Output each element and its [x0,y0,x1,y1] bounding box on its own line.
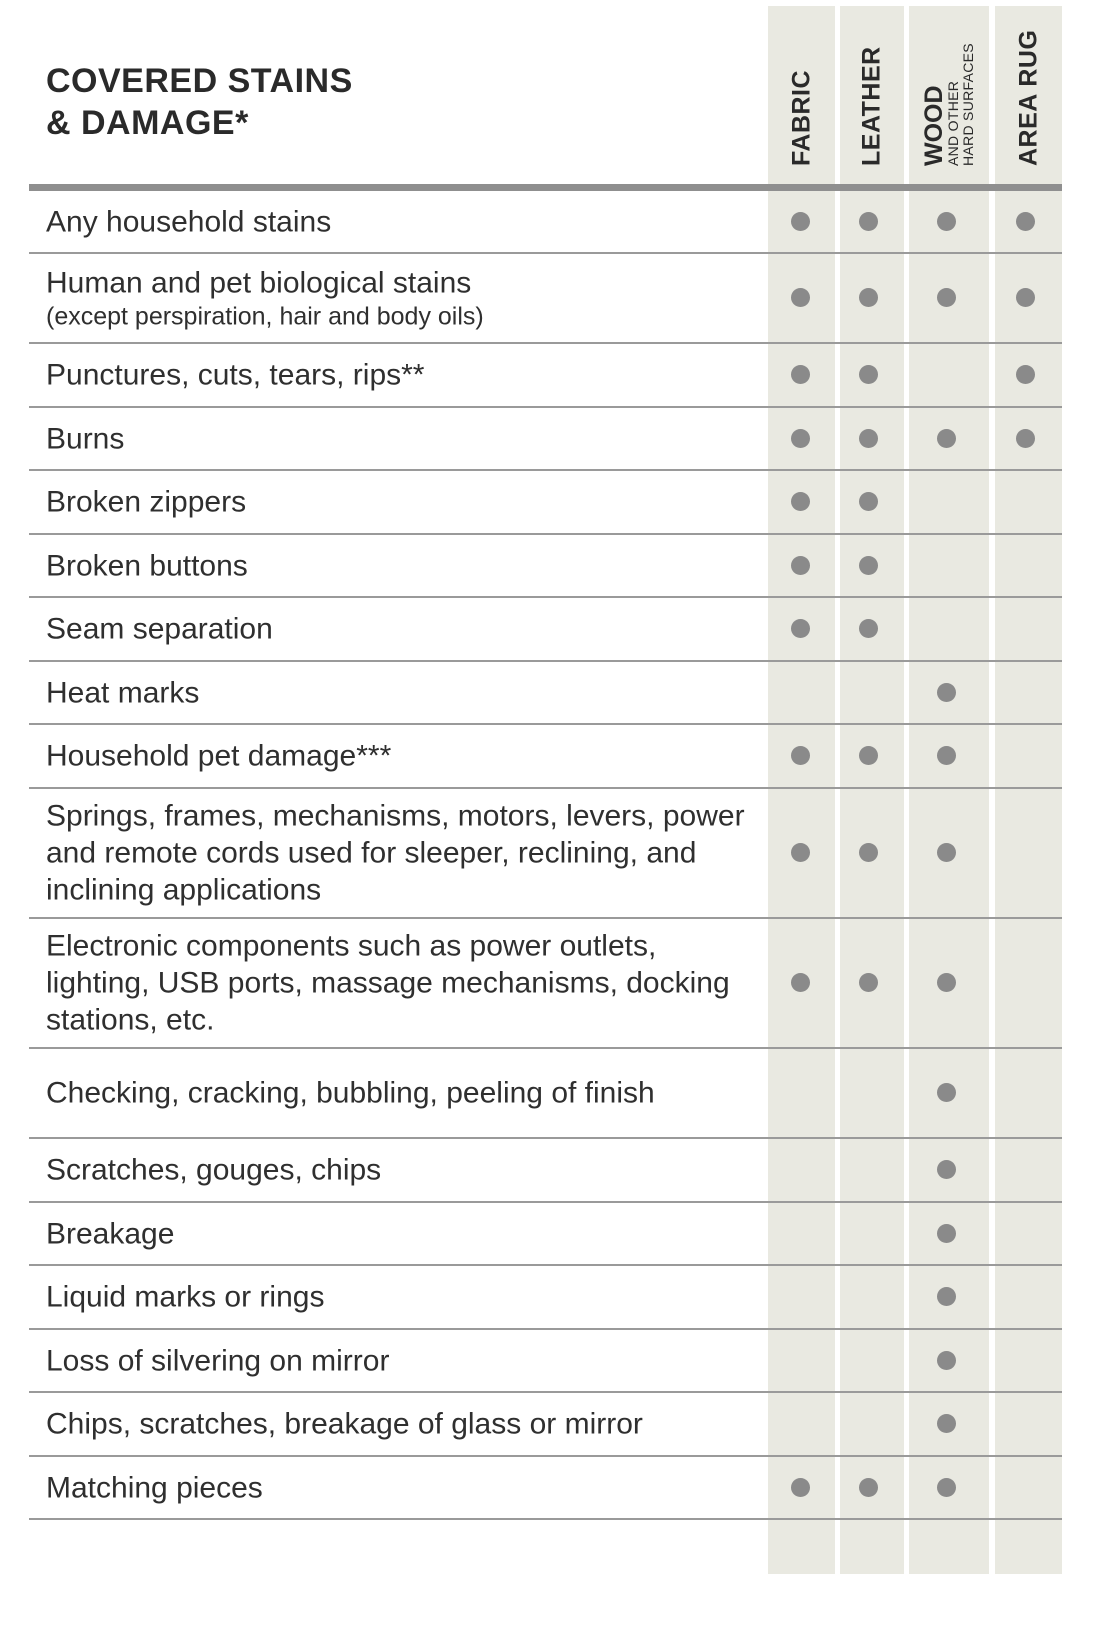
coverage-dot-leather [859,746,878,765]
row-label-text: Punctures, cuts, tears, rips** [46,358,425,392]
coverage-dot-wood [937,1224,956,1243]
table-title [46,60,353,144]
column-label-wood-sub2: HARD SURFACES [960,43,976,166]
table-row [29,344,1062,408]
coverage-dot-wood [937,1160,956,1179]
table-row [29,598,1062,662]
coverage-dot-fabric [791,619,810,638]
row-label [46,1279,756,1316]
row-label [46,1215,756,1252]
row-label [46,547,756,584]
coverage-dot-wood [937,429,956,448]
column-label-area-rug: AREA RUG [1014,29,1042,166]
row-label-text: Burns [46,422,125,455]
coverage-dot-fabric [791,212,810,231]
coverage-dot-wood [937,1083,956,1102]
row-label-text: Seam separation [46,612,273,646]
column-label-leather: LEATHER [857,46,886,166]
column-header-fabric [768,0,835,180]
column-header-wood [909,0,989,180]
coverage-dot-leather [859,973,878,992]
coverage-dot-area-rug [1016,365,1035,384]
column-label-wood-group [922,43,976,166]
table-row [29,1139,1062,1203]
coverage-dot-fabric [791,843,810,862]
column-label-fabric: FABRIC [787,69,815,166]
table-row [29,1203,1062,1266]
column-header-leather [840,0,904,180]
coverage-dot-leather [859,843,878,862]
table-row [29,725,1062,789]
title-line-2: & DAMAGE* [46,104,249,142]
row-label [46,738,756,775]
coverage-dot-fabric [791,288,810,307]
row-label-text: Human and pet biological stains [46,266,472,300]
coverage-dot-wood [937,973,956,992]
coverage-dot-wood [937,212,956,231]
coverage-dot-area-rug [1016,429,1035,448]
coverage-dot-leather [859,556,878,575]
table-row [29,662,1062,725]
table-row [29,254,1062,344]
coverage-dot-area-rug [1016,288,1035,307]
row-label [46,484,756,521]
row-label-text: Broken buttons [46,549,248,582]
table-row [29,535,1062,598]
coverage-dot-leather [859,212,878,231]
table-row [29,1393,1062,1457]
table-row [29,471,1062,535]
table-row [29,789,1062,919]
row-label-text: Springs, frames, mechanisms, motors, levers, power and remote cords used for sleeper, reclining, and inclining applications [46,799,745,907]
column-header-area-rug [995,0,1062,180]
coverage-dot-leather [859,619,878,638]
row-label-text: Checking, cracking, bubbling, peeling of finish [46,1076,655,1110]
row-label-text: Matching pieces [46,1471,263,1504]
row-label [46,1469,756,1506]
row-label [46,357,756,394]
table-row [29,919,1062,1049]
row-label [46,265,756,332]
coverage-dot-wood [937,1351,956,1370]
row-label [46,611,756,648]
row-label-text: Loss of silvering on mirror [46,1344,390,1377]
row-label-text: Household pet damage*** [46,739,392,773]
column-label-wood: WOOD [920,85,948,166]
coverage-dot-wood [937,1414,956,1433]
column-label-wood-sub1: AND OTHER [945,80,961,166]
row-label-text: Electronic components such as power outlets, lighting, USB ports, massage mechanisms, docking stations, etc. [46,929,730,1037]
table-row [29,1049,1062,1139]
row-label [46,674,756,711]
coverage-dot-wood [937,288,956,307]
table-row [29,1330,1062,1393]
row-label [46,203,756,240]
header-divider [29,184,1062,191]
coverage-dot-wood [937,683,956,702]
coverage-dot-fabric [791,973,810,992]
row-label-text: Chips, scratches, breakage of glass or mirror [46,1407,643,1441]
row-label-note: (except perspiration, hair and body oils) [46,302,484,331]
coverage-dot-fabric [791,429,810,448]
table-row [29,408,1062,471]
coverage-dot-leather [859,288,878,307]
row-label-text: Breakage [46,1217,175,1250]
coverage-dot-leather [859,365,878,384]
coverage-dot-leather [859,429,878,448]
coverage-dot-wood [937,843,956,862]
row-label-text: Liquid marks or rings [46,1280,325,1314]
coverage-dot-wood [937,1287,956,1306]
row-label [46,1152,756,1189]
row-label [46,928,756,1039]
row-label-text: Any household stains [46,205,332,238]
coverage-dot-fabric [791,556,810,575]
table-header [0,0,1095,188]
row-label [46,1075,756,1112]
row-label-text: Broken zippers [46,485,247,519]
coverage-dot-leather [859,492,878,511]
coverage-dot-fabric [791,365,810,384]
table-row [29,1266,1062,1330]
row-label [46,1342,756,1379]
coverage-rows [29,191,1062,1520]
table-row [29,191,1062,254]
coverage-dot-leather [859,1478,878,1497]
row-label [46,798,756,909]
row-label [46,420,756,457]
coverage-dot-fabric [791,1478,810,1497]
coverage-dot-wood [937,1478,956,1497]
coverage-dot-area-rug [1016,212,1035,231]
row-label-text: Heat marks [46,676,200,709]
coverage-dot-wood [937,746,956,765]
row-label [46,1406,756,1443]
coverage-dot-fabric [791,492,810,511]
table-row [29,1457,1062,1520]
coverage-dot-fabric [791,746,810,765]
row-label-text: Scratches, gouges, chips [46,1153,382,1187]
title-line-1: COVERED STAINS [46,62,353,100]
